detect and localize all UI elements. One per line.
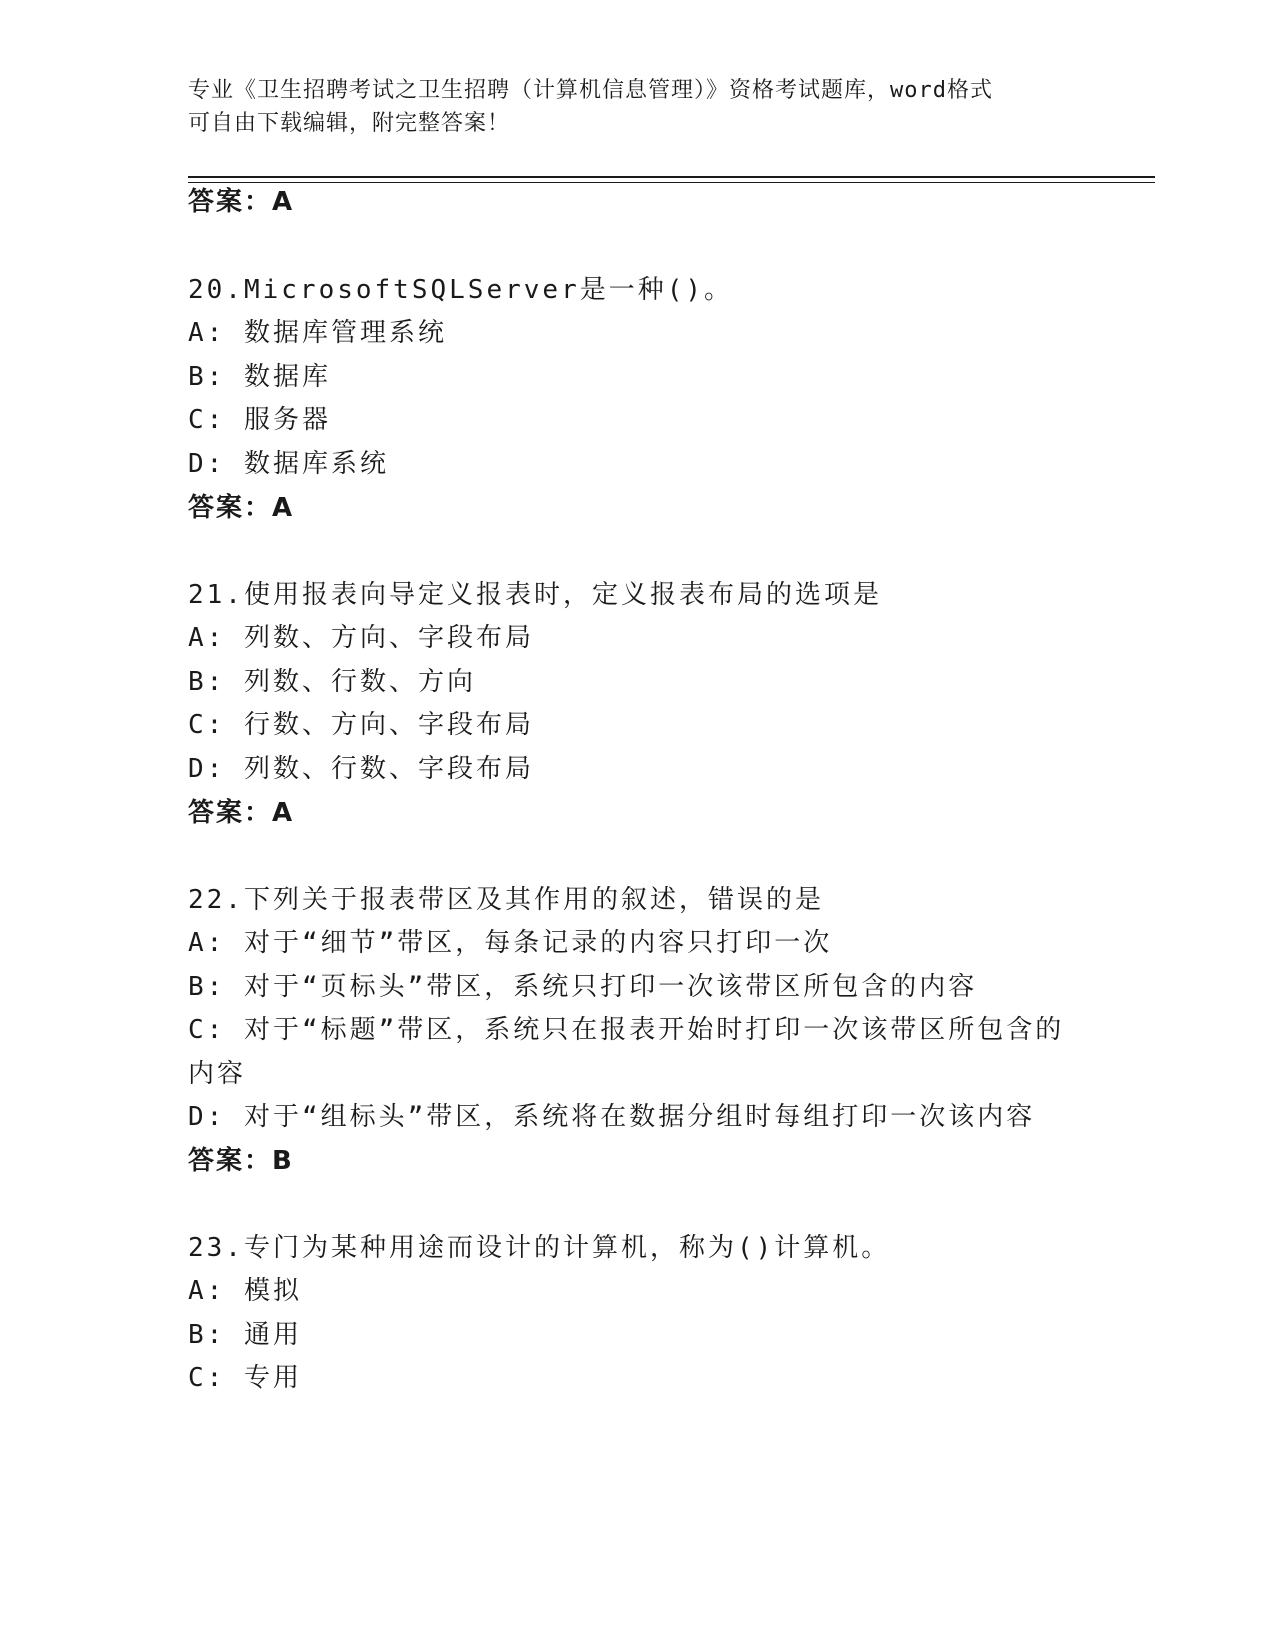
question-20-stem: 20.MicrosoftSQLServer是一种()。 — [188, 275, 734, 305]
question-22-option-c-continued: 内容 — [188, 1059, 247, 1089]
question-21-option-c: C: 行数、方向、字段布局 — [188, 710, 534, 740]
question-21-option-b: B: 列数、行数、方向 — [188, 667, 476, 697]
question-23-stem: 23.专门为某种用途而设计的计算机，称为()计算机。 — [188, 1233, 891, 1263]
answer-q19: 答案：A — [188, 187, 295, 217]
question-20-option-a: A: 数据库管理系统 — [188, 318, 447, 348]
question-23-option-a: A: 模拟 — [188, 1276, 302, 1306]
document-header — [188, 74, 1088, 140]
question-22-option-a: A: 对于“细节”带区，每条记录的内容只打印一次 — [188, 928, 833, 958]
question-22-answer: 答案：B — [188, 1146, 294, 1176]
question-23-option-c: C: 专用 — [188, 1363, 302, 1393]
header-line-2: 可自由下载编辑，附完整答案！ — [188, 111, 511, 136]
question-22-option-d: D: 对于“组标头”带区，系统将在数据分组时每组打印一次该内容 — [188, 1102, 1036, 1132]
question-23-option-b: B: 通用 — [188, 1320, 302, 1350]
question-22-stem: 22.下列关于报表带区及其作用的叙述，错误的是 — [188, 885, 824, 915]
question-22-option-c: C: 对于“标题”带区，系统只在报表开始时打印一次该带区所包含的 — [188, 1015, 1065, 1045]
question-21-answer: 答案：A — [188, 798, 295, 828]
question-20-option-d: D: 数据库系统 — [188, 449, 389, 479]
question-20-answer: 答案：A — [188, 493, 295, 523]
header-divider — [188, 176, 1155, 178]
question-20-option-c: C: 服务器 — [188, 405, 331, 435]
question-20-option-b: B: 数据库 — [188, 362, 331, 392]
header-line-1: 专业《卫生招聘考试之卫生招聘（计算机信息管理）》资格考试题库，word格式 — [188, 78, 993, 103]
header-divider-thin — [188, 182, 1155, 183]
question-21-option-a: A: 列数、方向、字段布局 — [188, 623, 534, 653]
question-21-stem: 21.使用报表向导定义报表时，定义报表布局的选项是 — [188, 580, 882, 610]
question-21-option-d: D: 列数、行数、字段布局 — [188, 754, 534, 784]
question-22-option-b: B: 对于“页标头”带区，系统只打印一次该带区所包含的内容 — [188, 972, 978, 1002]
